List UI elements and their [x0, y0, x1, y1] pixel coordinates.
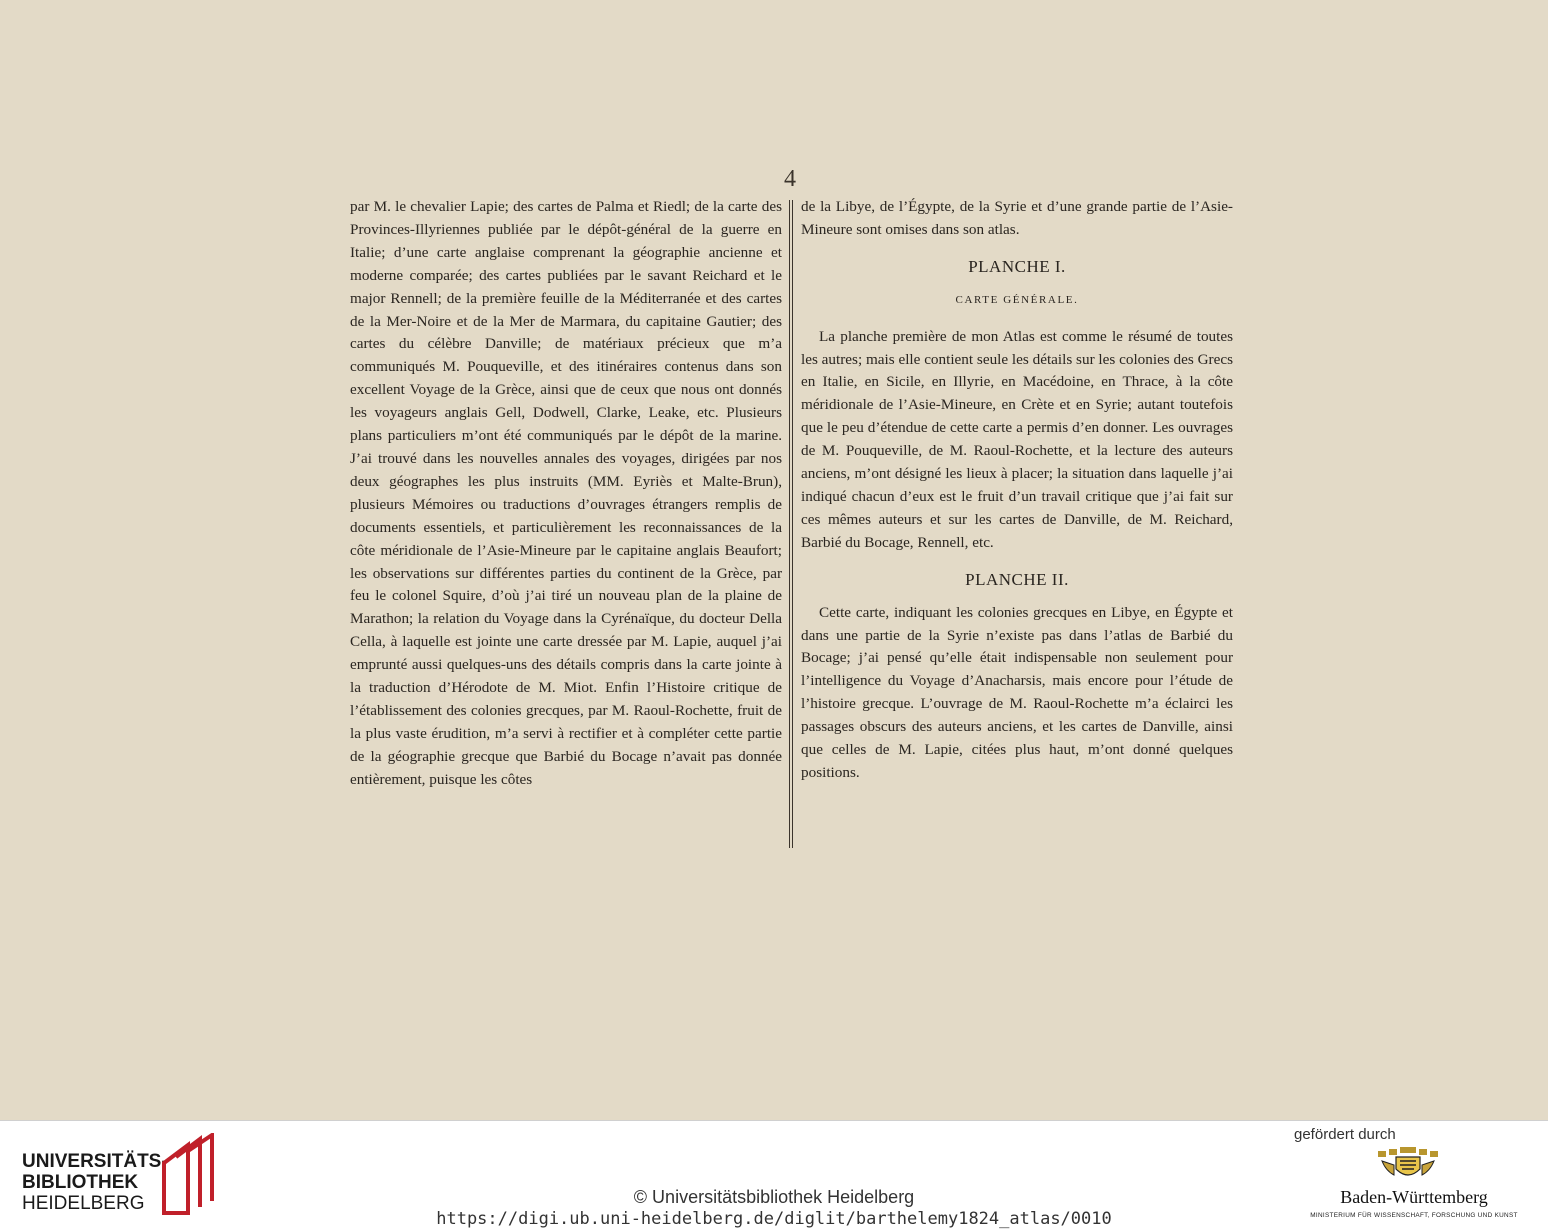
- footer-bar: [0, 1120, 1548, 1231]
- left-column-text: par M. le chevalier Lapie; des cartes de Palma et Riedl; de la carte des Provinces-Illyriennes publiée par le dépôt-général de la guerre en Italie; d’une carte anglaise comprenant la géographie ancienne et moderne comparée; des cartes publiées par le savant Reichard et le major Rennell; de la première feuille de la Méditerranée et des cartes de la Mer-Noire et de la Mer de Marmara, du capitaine Gautier; des cartes du célèbre Danville; de matériaux précieux que m’a communiqués M. Pouqueville, et des itinéraires contenus dans son excellent Voyage de la Grèce, ainsi que de ceux que nous ont donnés les voyageurs anglais Gell, Dodwell, Clarke, Leake, etc. Plusieurs plans particuliers m’ont été communiqués par le dépôt de la marine. J’ai trouvé dans les nouvelles annales des voyages, dirigées par nos deux géographes les plus instruits (MM. Eyriès et Malte-Brun), plusieurs Mémoires ou traductions d’ouvrages étrangers remplis de documents essentiels, et particulièrement les reconnaissances de la côte méridionale de l’Asie-Mineure par le capitaine anglais Beaufort; les observations sur différentes parties du continent de la Grèce, par feu le colonel Squire, d’où j’ai tiré un nouveau plan de la plaine de Marathon; la relation du Voyage dans la Cyrénaïque, du docteur Della Cella, à laquelle est jointe une carte dressée par M. Lapie, auquel j’ai emprunté aussi quelques-uns des détails compris dans la carte jointe à la traduction d’Hérodote de M. Miot. Enfin l’Histoire critique de l’établissement des colonies grecques, par M. Raoul-Rochette, fruit de la plus vaste érudition, m’a servi à rectifier et à compléter cette partie de la géographie grecque que Barbié du Bocage n’avait pas donnée entièrement, puisque les côtes: [350, 198, 782, 788]
- section-subheading-carte-generale: CARTE GÉNÉRALE.: [955, 293, 1079, 306]
- right-column-intro: de la Libye, de l’Égypte, de la Syrie et d’une grande partie de l’Asie-Mineure sont omises dans son atlas.: [801, 198, 1233, 238]
- section-heading-planche-2: PLANCHE II.: [965, 569, 1069, 589]
- university-name-line-3: HEIDELBERG: [22, 1193, 145, 1214]
- column-divider-right: [792, 200, 793, 848]
- coat-of-arms-icon: [1376, 1147, 1440, 1183]
- left-column: [350, 196, 782, 792]
- funded-by-label: gefördert durch: [1294, 1126, 1396, 1143]
- university-name-line-1: UNIVERSITÄTS-: [22, 1151, 168, 1172]
- section-1-text: La planche première de mon Atlas est comme le résumé de toutes les autres; mais elle contient seule les détails sur les colonies des Grecs en Italie, en Sicile, en Illyrie, en Macédoine, en Thrace, à la côte méridionale de l’Asie-Mineure, en Crète et en Syrie; autant toutefois que le peu d’étendue de cette carte a permis d’en donner. Les ouvrages de M. Pouqueville, de M. Raoul-Rochette, et la lecture des auteurs anciens, m’ont désigné les lieux à placer; la situation dans laquelle j’ai indiqué chacun d’eux est le fruit d’un travail critique que j’ai fait sur ces mêmes auteurs et sur les cartes de Danville, de M. Reichard, Barbié du Bocage, Rennell, etc.: [801, 327, 1233, 551]
- state-name: Baden-Württemberg: [1340, 1187, 1488, 1207]
- section-heading-planche-1: PLANCHE I.: [968, 256, 1066, 276]
- page-number: 4: [784, 166, 796, 192]
- section-2-text: Cette carte, indiquant les colonies grecques en Libye, en Égypte et dans une partie de la Syrie n’existe pas dans l’atlas de Barbié du Bocage; j’ai pensé qu’elle était indispensable non seulement pour l’intelligence du Voyage d’Anacharsis, mais encore pour l’étude de l’histoire grecque. L’ouvrage de M. Raoul-Rochette m’a éclairci les passages obscurs des auteurs anciens, et les cartes de Danville, ainsi que celles de M. Lapie, citées plus haut, m’ont donné quelques positions.: [801, 603, 1233, 781]
- right-column: [801, 196, 1233, 785]
- permalink-url[interactable]: https://digi.ub.uni-heidelberg.de/diglit/barthelemy1824_atlas/0010: [436, 1209, 1112, 1229]
- university-name-line-2: BIBLIOTHEK: [22, 1172, 139, 1193]
- ministry-name: MINISTERIUM FÜR WISSENSCHAFT, FORSCHUNG UND KUNST: [1310, 1212, 1518, 1219]
- column-divider-left: [789, 200, 790, 848]
- copyright-text: © Universitätsbibliothek Heidelberg: [633, 1187, 915, 1207]
